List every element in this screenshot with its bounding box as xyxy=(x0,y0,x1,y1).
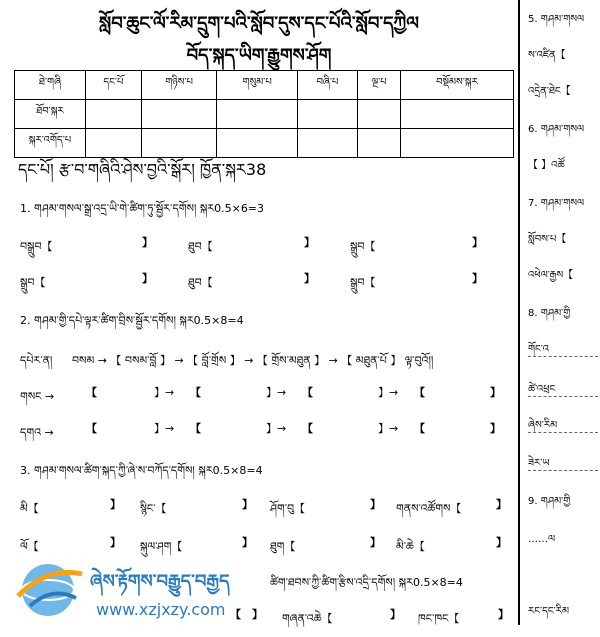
section-heading xyxy=(18,152,266,197)
answer-blank-open[interactable]: 【 xyxy=(230,608,241,621)
score-table xyxy=(14,70,514,158)
right-column-item: 【 】འཚོ xyxy=(528,160,565,171)
question-4-prompt: ཚིག་ཐབས་ཀྱི་ཚིག་རྩིས་འདྲི་དགོས། སྐར0.5×8=4 xyxy=(270,576,463,589)
site-watermark xyxy=(12,556,242,622)
chain-blank-close[interactable]: 】→ xyxy=(154,422,175,435)
score-cell[interactable] xyxy=(86,100,142,129)
score-cell[interactable] xyxy=(141,100,217,129)
chain-blank-open[interactable]: 【 xyxy=(302,422,313,435)
answer-prefix: མི【 xyxy=(20,502,39,515)
answer-blank-close[interactable]: 】 xyxy=(496,498,507,511)
score-cell[interactable] xyxy=(401,129,514,158)
chain-blank-close[interactable]: 】→ xyxy=(378,386,399,399)
exam-title-line2: བོད་སྐད་ཡིག་རྒྱུགས་ཤོག xyxy=(186,45,332,66)
answer-prefix: བསྒྲུབ【 xyxy=(20,240,53,253)
answer-blank-close[interactable]: 】 xyxy=(370,498,381,511)
right-column-item: ས་འཛིན【 xyxy=(528,50,566,61)
answer-prefix: སྒྲུབ【 xyxy=(20,276,46,289)
chain-blank-open[interactable]: 【 xyxy=(414,422,425,435)
answer-blank-close[interactable]: 】 xyxy=(142,272,153,285)
answer-blank-close[interactable]: 】 xyxy=(472,236,483,249)
chain-blank-close[interactable]: 】→ xyxy=(266,422,287,435)
chain-blank-close[interactable]: 】→ xyxy=(266,386,287,399)
score-cell[interactable] xyxy=(297,100,358,129)
chain-blank-close[interactable]: 】 xyxy=(490,422,501,435)
answer-line[interactable] xyxy=(528,470,598,471)
watermark-url: www.xzjxzy.com xyxy=(96,600,226,619)
answer-line[interactable] xyxy=(528,356,598,357)
score-table-header-row xyxy=(15,71,514,100)
right-column-item: ……ལ xyxy=(528,534,556,545)
answer-prefix: མི་ཆེ【 xyxy=(396,540,425,553)
score-header-cell: བསྡོམས་སྐར xyxy=(401,71,514,100)
chain-blank-open[interactable]: 【 xyxy=(414,386,425,399)
answer-blank-close[interactable]: 】 xyxy=(390,608,401,621)
example-label: དཔེར་ན། xyxy=(20,354,53,367)
right-column-item: 8. གཤམ་གྱི xyxy=(528,308,571,319)
answer-prefix: སྙིང་【 xyxy=(140,502,167,515)
answer-blank-close[interactable]: 】 xyxy=(472,272,483,285)
right-column xyxy=(522,0,600,625)
right-column-item: ཟེར་ཡ xyxy=(528,458,550,469)
score-header-cell: གསུམ་པ xyxy=(217,71,297,100)
exam-title-line1: སློབ་ཆུང་ལོ་རིམ་དྲུག་པའི་སློབ་དུས་དང་པོའི་སློབ་དཀྱིལ xyxy=(99,13,419,34)
question-3-prompt: 3. གཤམ་གསལ་ཚིག་སྐད་ཀྱི་ཞེ་ས་བཀོད་དགོས། སྐར0.5×8=4 xyxy=(20,464,263,477)
right-column-item: སློབས་པ【 xyxy=(528,234,567,245)
chain-blank-close[interactable]: 】 xyxy=(490,386,501,399)
answer-blank-close[interactable]: 】 xyxy=(304,272,315,285)
right-column-item: ཚེ་འཕྲང xyxy=(528,384,556,395)
right-column-item: རང་དང་རིམ xyxy=(528,606,570,617)
answer-prefix: གཞན་འཆེ【 xyxy=(282,612,333,625)
answer-prefix: སྒྲུབ【 xyxy=(350,276,376,289)
answer-prefix: ཐུག【 xyxy=(270,540,296,553)
right-column-item: 9. གཤམ་གྱི xyxy=(528,496,571,507)
watermark-title: ཞེས་རྟོགས་བརྒྱུད་བརྒྱད xyxy=(90,571,230,592)
answer-blank-close[interactable]: 】 xyxy=(252,608,263,621)
example-chain: བསམ → 【 བསམ་བློ 】 → 【 བློ་གྲོས 】 → 【 གྲོས་མཐུན 】 → 【 མཐུན་པོ 】 ལྟ་བུའོ།། xyxy=(72,354,434,367)
chain-blank-open[interactable]: 【 xyxy=(190,422,201,435)
chain-blank-open[interactable]: 【 xyxy=(302,386,313,399)
answer-prefix: སྐུལ་ཤག【 xyxy=(140,540,183,553)
chain-blank-close[interactable]: 】→ xyxy=(378,422,399,435)
right-column-item: ཞེས་རིམ xyxy=(528,420,558,431)
score-table-row xyxy=(15,100,514,129)
score-cell[interactable] xyxy=(358,129,401,158)
answer-blank-close[interactable]: 】 xyxy=(370,536,381,549)
globe-logo-icon xyxy=(12,556,86,622)
answer-blank-close[interactable]: 】 xyxy=(496,536,507,549)
score-row-label: ཐོབ་སྐར xyxy=(15,100,86,129)
answer-prefix: ཁང་ཁང【 xyxy=(418,612,460,625)
score-cell[interactable] xyxy=(358,100,401,129)
answer-line[interactable] xyxy=(528,396,598,397)
answer-prefix: ཐུབ【 xyxy=(188,240,213,253)
answer-blank-close[interactable]: 】 xyxy=(242,498,253,511)
chain-start: དགའ → xyxy=(20,426,54,439)
score-header-cell: བཞི་པ xyxy=(297,71,358,100)
answer-blank-close[interactable]: 】 xyxy=(242,536,253,549)
question-1-prompt: 1. གཤམ་གསལ་སྒྲ་འདྲ་ཡི་གེ་ཚིག་ཏུ་སྦྱོར་དགོས། སྐར0.5×6=3 xyxy=(20,202,265,215)
answer-prefix: གནས་འཚོགས【 xyxy=(396,502,462,515)
answer-prefix: ཐུབ【 xyxy=(188,276,213,289)
score-cell[interactable] xyxy=(401,100,514,129)
chain-blank-open[interactable]: 【 xyxy=(190,386,201,399)
right-column-item: 5. གཤམ་གསལ xyxy=(528,14,585,25)
right-column-item: 7. གཤམ་གསལ xyxy=(528,198,585,209)
answer-blank-close[interactable]: 】 xyxy=(498,608,509,621)
answer-prefix: སྒྲུབ【 xyxy=(350,240,376,253)
score-header-cell: དང་པོ xyxy=(86,71,142,100)
chain-blank-open[interactable]: 【 xyxy=(86,422,97,435)
score-header-cell: གཉིས་པ xyxy=(141,71,217,100)
right-column-item: འཕེལ་རྒྱས【 xyxy=(528,270,574,281)
score-header-cell: ཐེ་གཞི xyxy=(15,71,86,100)
score-row-label: སྐར་འགོད་པ xyxy=(15,129,86,158)
answer-blank-close[interactable]: 】 xyxy=(110,536,121,549)
right-column-item: གོང་འ xyxy=(528,344,549,355)
right-column-item: 6. གཤམ་གསལ xyxy=(528,124,585,135)
answer-line[interactable] xyxy=(528,432,598,433)
answer-prefix: ཤོག་བུ【 xyxy=(270,502,306,515)
answer-prefix: ལོ【 xyxy=(20,540,39,553)
right-column-item: འདྲེན་ཐེང【 xyxy=(528,86,571,97)
answer-blank-close[interactable]: 】 xyxy=(142,236,153,249)
section-text: རྩ་བ་གཞིའི་ཤེས་བྱའི་སྒོར། ཁྱོན་སྐར38 xyxy=(58,160,267,179)
question-2-prompt: 2. གཤམ་གྱི་དཔེ་ལྟར་ཚིག་བྲིས་སྦྱོར་དགོས། སྐར0.5×8=4 xyxy=(20,314,244,327)
column-divider xyxy=(518,0,520,625)
score-cell[interactable] xyxy=(217,100,297,129)
chain-start: གསང → xyxy=(20,390,55,403)
chain-blank-close[interactable]: 】→ xyxy=(154,386,175,399)
answer-blank-close[interactable]: 】 xyxy=(110,498,121,511)
section-label: དང་པོ། xyxy=(18,160,54,179)
answer-blank-close[interactable]: 】 xyxy=(304,236,315,249)
score-header-cell: ལྔ་པ xyxy=(358,71,401,100)
chain-blank-open[interactable]: 【 xyxy=(86,386,97,399)
score-cell[interactable] xyxy=(297,129,358,158)
